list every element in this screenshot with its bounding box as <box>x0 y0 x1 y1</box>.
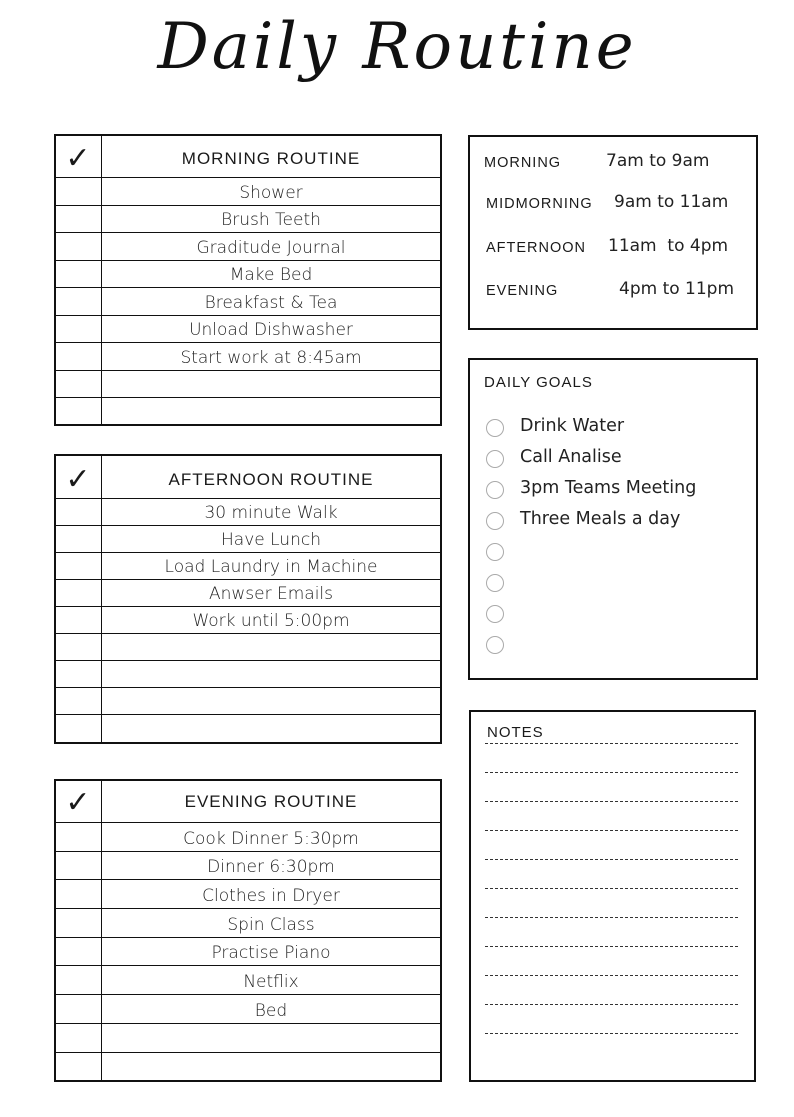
note-line <box>485 1004 738 1005</box>
routine-item: Dinner 6:30pm <box>207 857 335 878</box>
routine-row <box>56 580 440 607</box>
schedule-row-evening <box>484 279 746 303</box>
routine-item: Start work at 8:45am <box>180 347 362 368</box>
goal-item <box>486 510 746 534</box>
evening-routine-heading: EVENING ROUTINE <box>184 792 358 811</box>
routine-row <box>56 233 440 261</box>
note-line <box>485 743 738 744</box>
daily-goals-heading: DAILY GOALS <box>484 374 593 391</box>
note-line <box>485 975 738 976</box>
note-line <box>485 859 738 860</box>
routine-row <box>56 371 440 399</box>
routine-row <box>56 852 440 881</box>
goal-checkbox-circle[interactable] <box>486 450 504 468</box>
routine-item: Bed <box>254 1000 288 1021</box>
routine-row <box>56 526 440 553</box>
note-line <box>485 1033 738 1034</box>
goal-checkbox-circle[interactable] <box>486 419 504 437</box>
schedule-row-morning <box>484 151 746 175</box>
routine-item: 30 minute Walk <box>204 503 338 523</box>
goal-text: Drink Water <box>520 416 625 436</box>
schedule-time: 4pm to 11pm <box>619 279 735 299</box>
schedule-time: 9am to 11am <box>614 192 729 212</box>
goal-item <box>486 417 746 441</box>
daily-goals-box <box>468 358 758 680</box>
routine-row <box>56 343 440 371</box>
routine-item: Breakfast & Tea <box>204 292 338 313</box>
afternoon-routine-table <box>54 454 442 744</box>
routine-item: Make Bed <box>229 265 313 285</box>
evening-routine-header <box>56 781 440 823</box>
evening-routine-table <box>54 779 442 1082</box>
goal-item <box>486 541 746 565</box>
schedule-time: 11am to 4pm <box>608 236 729 256</box>
routine-item: Clothes in Dryer <box>202 886 340 907</box>
goal-checkbox-circle[interactable] <box>486 574 504 592</box>
goal-item <box>486 572 746 596</box>
routine-row <box>56 715 440 742</box>
goal-checkbox-circle[interactable] <box>486 543 504 561</box>
note-line <box>485 917 738 918</box>
note-line <box>485 772 738 773</box>
routine-row <box>56 995 440 1024</box>
routine-item: Cook Dinner 5:30pm <box>183 828 359 849</box>
goal-text: Three Meals a day <box>520 509 681 529</box>
routine-row <box>56 178 440 206</box>
routine-row <box>56 553 440 580</box>
checkmark-icon: ✓ <box>65 462 91 497</box>
routine-item: Unload Dishwasher <box>189 320 353 340</box>
routine-item: Work until 5:00pm <box>192 611 350 631</box>
schedule-label: MIDMORNING <box>486 196 593 212</box>
routine-row <box>56 823 440 852</box>
note-line <box>485 946 738 947</box>
routine-row <box>56 634 440 661</box>
routine-item: Spin Class <box>227 914 315 935</box>
routine-row <box>56 661 440 688</box>
schedule-time: 7am to 9am <box>606 151 710 171</box>
schedule-label: EVENING <box>486 283 559 299</box>
note-line <box>485 888 738 889</box>
routine-row <box>56 607 440 634</box>
routine-row <box>56 1024 440 1053</box>
goal-item <box>486 479 746 503</box>
checkmark-icon: ✓ <box>65 141 91 176</box>
goal-item <box>486 448 746 472</box>
schedule-label: AFTERNOON <box>486 240 587 256</box>
routine-row <box>56 316 440 344</box>
routine-item: Have Lunch <box>221 530 321 550</box>
routine-row <box>56 938 440 967</box>
schedule-row-midmorning <box>484 192 746 216</box>
goal-text: 3pm Teams Meeting <box>520 478 697 498</box>
routine-row <box>56 909 440 938</box>
routine-item: Practise Piano <box>211 943 331 964</box>
routine-row <box>56 1053 440 1082</box>
goal-checkbox-circle[interactable] <box>486 481 504 499</box>
routine-item: Anwser Emails <box>208 584 334 604</box>
note-line <box>485 801 738 802</box>
routine-row <box>56 499 440 526</box>
routine-item: Graditude Journal <box>196 237 346 258</box>
goal-checkbox-circle[interactable] <box>486 512 504 530</box>
schedule-row-afternoon <box>484 236 746 260</box>
goal-checkbox-circle[interactable] <box>486 636 504 654</box>
routine-item: Shower <box>239 182 303 203</box>
note-line <box>485 830 738 831</box>
morning-routine-table <box>54 134 442 426</box>
morning-routine-heading: MORNING ROUTINE <box>181 149 361 168</box>
routine-row <box>56 398 440 426</box>
checkmark-icon: ✓ <box>65 785 91 820</box>
goal-text: Call Analise <box>520 447 622 467</box>
routine-row <box>56 288 440 316</box>
routine-item: Load Laundry in Machine <box>164 557 378 577</box>
goal-item <box>486 603 746 627</box>
routine-item: Brush Teeth <box>221 210 321 230</box>
notes-heading: NOTES <box>487 724 544 741</box>
schedule-label: MORNING <box>484 155 562 171</box>
page-title: Daily Routine <box>157 10 637 84</box>
routine-row <box>56 688 440 715</box>
time-schedule-box <box>468 135 758 330</box>
afternoon-routine-heading: AFTERNOON ROUTINE <box>168 470 374 489</box>
notes-box <box>469 710 756 1082</box>
routine-row <box>56 880 440 909</box>
routine-row <box>56 206 440 234</box>
goal-item <box>486 634 746 658</box>
morning-routine-header <box>56 136 440 178</box>
goal-checkbox-circle[interactable] <box>486 605 504 623</box>
routine-row <box>56 261 440 289</box>
afternoon-routine-header <box>56 456 440 499</box>
routine-item: Netflix <box>243 972 299 993</box>
routine-row <box>56 967 440 996</box>
